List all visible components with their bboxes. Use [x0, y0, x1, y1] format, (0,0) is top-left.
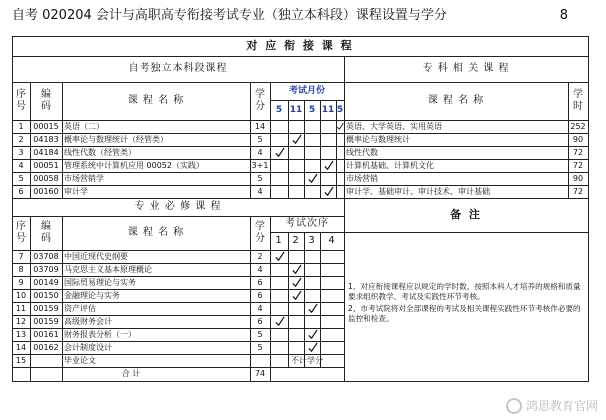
bottom-course-name-column-header: 课 程 名 称: [127, 227, 185, 238]
seq-column-header: [12, 82, 30, 120]
bottom-row-credit: 6: [257, 316, 263, 326]
bottom-row-credit: 4: [257, 264, 263, 274]
top-row-credit: 4: [257, 147, 263, 157]
top-row-code: 00058: [33, 173, 59, 183]
bottom-section-header: 专 业 必 修 课 程: [134, 201, 222, 212]
document-title: [12, 6, 602, 26]
top-row-exam-check: [320, 159, 336, 172]
bottom-row-code: 00159: [33, 316, 59, 326]
top-row-course-name: 线性代数（经管类）: [64, 147, 136, 157]
exam-order-4: 4: [328, 235, 336, 246]
top-row-seq: 1: [18, 121, 24, 131]
exam-month-5: 5: [336, 105, 344, 115]
top-row-course-name: 管理系统中计算机应用 00052（实践）: [64, 160, 204, 170]
exam-order-3: 3: [308, 235, 316, 246]
bottom-row-code: 00149: [33, 277, 59, 287]
top-row-related-course: 计算机基础、计算机文化: [346, 160, 434, 170]
watermark: [506, 397, 598, 414]
bottom-row-seq: 9: [18, 277, 24, 287]
check-mark-icon: [307, 342, 318, 353]
code-column-header: [30, 82, 62, 120]
notes-header: 备 注: [450, 208, 482, 221]
related-course-column-header: 课 程 名 称: [427, 95, 485, 106]
bottom-row-seq: 15: [15, 355, 27, 365]
bottom-row-code: [30, 354, 62, 367]
exam-month-3: 5: [308, 105, 316, 115]
check-mark-icon: [291, 277, 302, 288]
table-right-border: [588, 36, 589, 382]
bottom-seq-column-header: [12, 216, 30, 250]
exam-order-2: 2: [292, 235, 300, 246]
check-mark-icon: [291, 134, 302, 145]
top-row-related-course: 英语、大学英语、实用英语: [346, 121, 442, 131]
exam-month-4: 11: [321, 105, 335, 115]
main-header: 对 应 衔 接 课 程: [246, 39, 354, 52]
top-row-credit: 4: [257, 186, 263, 196]
bottom-row-seq: 13: [15, 329, 27, 339]
bottom-row-code: 00161: [33, 329, 59, 339]
top-row-exam-check: [336, 120, 344, 133]
exam-order-header: 考试次序: [285, 218, 329, 229]
check-mark-icon: [323, 186, 334, 197]
bottom-row-exam-check: [304, 341, 320, 354]
code-column-header-char: 码: [41, 101, 51, 112]
top-row-credit: 14: [254, 121, 266, 131]
bottom-row-exam-check: [288, 263, 304, 276]
bottom-row-course-name: 财务报表分析（一）: [64, 329, 136, 339]
bottom-code-column-header-char: 编: [41, 221, 51, 232]
bottom-row-credit: 4: [257, 303, 263, 313]
top-row-seq: 4: [18, 160, 24, 170]
left-section-header: 自考独立本科段课程: [128, 63, 228, 74]
bottom-row-course-name: 中国近现代史纲要: [64, 251, 128, 261]
top-row-seq: 2: [18, 134, 24, 144]
top-row-course-name: 概率论与数理统计（经管类）: [64, 134, 168, 144]
bottom-row-credit: [250, 354, 270, 367]
watermark-text: 鸿思教育官网: [525, 399, 598, 413]
check-mark-icon: [291, 264, 302, 275]
bottom-row-course-name: 会计制度设计: [64, 342, 112, 352]
top-row-hours: 90: [572, 134, 584, 144]
bottom-row-exam-check: [270, 250, 288, 263]
watermark-logo-icon: [506, 398, 522, 414]
top-row-code: 00160: [33, 186, 59, 196]
check-mark-icon: [291, 290, 302, 301]
check-mark-icon: [274, 251, 285, 262]
note-item: 1、对应衔接课程应以规定的学时数，按照本科人才培养的规格和质量要求组织教学、考试及实践性环节考核。: [348, 282, 581, 301]
top-row-credit: 5: [257, 173, 263, 183]
total-label: 合 计: [121, 369, 141, 378]
bottom-row-code: 03709: [33, 264, 59, 274]
top-row-hours: 90: [572, 173, 584, 183]
top-row-hours: 252: [570, 121, 586, 131]
top-row-code: 04184: [33, 147, 59, 157]
bottom-row-seq: 12: [15, 316, 27, 326]
top-row-code: 00015: [33, 121, 59, 131]
check-mark-icon: [307, 329, 318, 340]
top-row-hours: 72: [572, 160, 584, 170]
bottom-row-exam-check: [304, 328, 320, 341]
top-row-seq: 5: [18, 173, 24, 183]
bottom-row-credit: 6: [257, 277, 263, 287]
exam-order-1: 1: [275, 235, 283, 246]
bottom-seq-column-header-char: 号: [16, 233, 26, 244]
note-item: 2、市考试院将对全部课程的考试及相关课程实践性环节考核作必要的监控和检查。: [348, 304, 581, 323]
top-row-code: 04183: [33, 134, 59, 144]
bottom-row-course-name: 国际贸易理论与实务: [64, 277, 136, 287]
bottom-row-course-name: 毕业论文: [64, 355, 96, 365]
top-row-hours: 72: [572, 186, 584, 196]
title-text: 自考 020204 会计与高职高专衔接考试专业（独立本科段）课程设置与学分: [12, 8, 447, 23]
bottom-row-code: 03708: [33, 251, 59, 261]
check-mark-icon: [274, 147, 285, 158]
check-mark-icon: [307, 303, 318, 314]
top-row-seq: 6: [18, 186, 24, 196]
total-credit: 74: [254, 369, 266, 378]
credit-column-header: [250, 82, 270, 120]
table-rule: [320, 232, 321, 367]
hours-column-header-char: 学: [573, 89, 583, 100]
bottom-row-seq: 11: [15, 303, 27, 313]
top-row-exam-check: [320, 185, 336, 198]
bottom-row-course-name: 高级财务会计: [64, 316, 112, 326]
bottom-credit-column-header-char: 分: [255, 233, 265, 244]
bottom-row-exam-check: [304, 302, 320, 315]
bottom-row-credit: 6: [257, 290, 263, 300]
bottom-row-credit: 5: [257, 342, 263, 352]
bottom-row-course-name: 金融理论与实务: [64, 290, 120, 300]
bottom-row-exam-check: [288, 289, 304, 302]
hours-column-header: [568, 82, 588, 120]
top-row-related-course: 审计学、基础审计、审计技术、审计基础: [346, 186, 490, 196]
top-row-credit: 5: [257, 134, 263, 144]
bottom-row-credit: 2: [257, 251, 263, 261]
check-mark-icon: [323, 160, 334, 171]
right-section-header: 专 科 相 关 课 程: [422, 63, 510, 74]
bottom-row-exam-check: [288, 276, 304, 289]
seq-column-header-char: 号: [16, 101, 26, 112]
bottom-row-course-name: 马克思主义基本原理概论: [64, 264, 152, 274]
bottom-row-seq: 8: [18, 264, 24, 274]
bottom-row-code: 00162: [33, 342, 59, 352]
bottom-row-seq: 7: [18, 251, 24, 261]
bottom-row-seq: 10: [15, 290, 27, 300]
page-number: 8: [559, 8, 568, 23]
top-row-related-course: 概率论与数理统计: [346, 134, 410, 144]
top-row-exam-check: [270, 146, 288, 159]
check-mark-icon: [307, 173, 318, 184]
top-row-exam-check: [304, 172, 320, 185]
bottom-row-code: 00150: [33, 290, 59, 300]
check-mark-icon: [336, 121, 344, 132]
table-bottom-border: [12, 381, 588, 382]
bottom-credit-column-header: [250, 216, 270, 250]
bottom-seq-column-header-char: 序: [16, 221, 26, 232]
top-row-related-course: 线性代数: [346, 147, 378, 157]
exam-month-header: 考试月份: [288, 86, 325, 96]
top-row-credit: 3+1: [251, 160, 269, 170]
check-mark-icon: [274, 316, 285, 327]
top-row-hours: 72: [572, 147, 584, 157]
bottom-code-column-header-char: 码: [41, 233, 51, 244]
course-name-column-header: 课 程 名 称: [127, 95, 185, 106]
credit-column-header-char: 分: [255, 101, 265, 112]
no-credit-label: 不计学分: [291, 355, 323, 365]
hours-column-header-char: 时: [573, 101, 583, 112]
code-column-header-char: 编: [41, 89, 51, 100]
top-row-course-name: 市场营销学: [64, 173, 104, 183]
top-row-course-name: 英语（二）: [64, 121, 104, 131]
bottom-credit-column-header-char: 学: [255, 221, 265, 232]
bottom-row-seq: 14: [15, 342, 27, 352]
top-row-exam-check: [288, 133, 304, 146]
exam-month-2: 11: [289, 105, 303, 115]
exam-month-1: 5: [275, 105, 283, 115]
bottom-row-exam-check: [270, 315, 288, 328]
notes-body: [344, 232, 588, 381]
top-row-related-course: 市场营销: [346, 173, 378, 183]
top-row-seq: 3: [18, 147, 24, 157]
top-row-course-name: 审计学: [64, 186, 88, 196]
seq-column-header-char: 序: [16, 89, 26, 100]
bottom-row-credit: 5: [257, 329, 263, 339]
credit-column-header-char: 学: [255, 89, 265, 100]
bottom-code-column-header: [30, 216, 62, 250]
top-row-code: 00051: [33, 160, 59, 170]
bottom-row-code: 00159: [33, 303, 59, 313]
bottom-row-course-name: 资产评估: [64, 303, 96, 313]
